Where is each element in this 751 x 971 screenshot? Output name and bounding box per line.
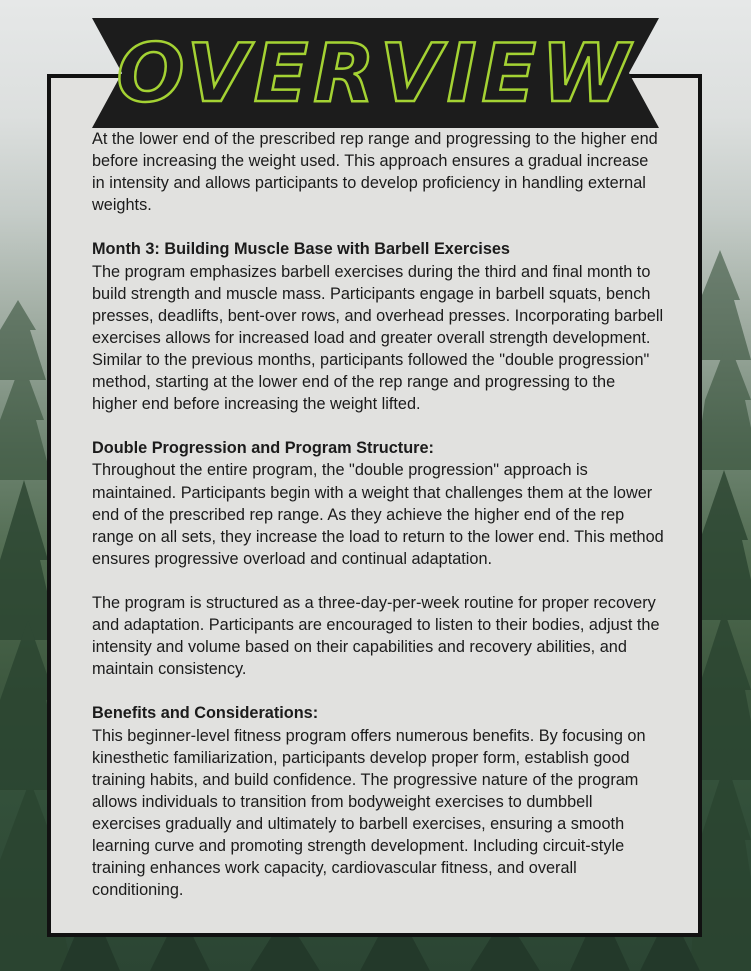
section-heading: Benefits and Considerations: [92,704,319,723]
section-benefits [92,702,664,901]
section-paragraph: This beginner-level fitness program offers numerous benefits. By focusing on kinesthetic familiarization, participants develop proper form, establish good training habits, and build confidence. The progressive nature of the program allows individuals to transition from bodyweight exercises to dumbbell exercises gradually and ultimately to barbell exercises, ensuring a smooth learning curve and promoting strength development. Including circuit-style training enhances work capacity, cardiovascular fitness, and overall conditioning. [92,726,646,900]
section-heading: Double Progression and Program Structure: [92,439,434,458]
title-banner [92,18,659,128]
section-paragraph: The program is structured as a three-day-per-week routine for proper recovery and adaptation. Participants are encouraged to listen to their bodies, adjust the intensity and volume based on their capabilities and recovery abilities, and maintain consistency. [92,593,660,679]
article-body [92,128,664,923]
section-double-progression [92,437,664,680]
section-paragraph: Throughout the entire program, the "double progression" approach is maintained. Participants begin with a weight that challenges them at the lower end of the prescribed rep range. As they achieve the higher end of the rep range on all sets, they increase the load to return to the lower end. This method ensures progressive overload and continual adaptation. [92,461,664,568]
intro-paragraph: At the lower end of the prescribed rep range and progressing to the higher end before increasing the weight used. This approach ensures a gradual increase in intensity and allows participants to develop proficiency in handling external weights. [92,130,658,215]
section-month-3 [92,238,664,415]
page-title: OVERVIEW [116,27,635,120]
section-paragraph: The program emphasizes barbell exercises during the third and final month to build strength and muscle mass. Participants engage in barbell squats, bench presses, deadlifts, bent-over rows, and overhead presses. Incorporating barbell exercises allows for increased load and greater overall strength development. Similar to the previous months, participants followed the "double progression" method, starting at the lower end of the rep range and progressing to the higher end before increasing the weight lifted. [92,262,664,414]
section-heading: Month 3: Building Muscle Base with Barbell Exercises [92,240,510,259]
